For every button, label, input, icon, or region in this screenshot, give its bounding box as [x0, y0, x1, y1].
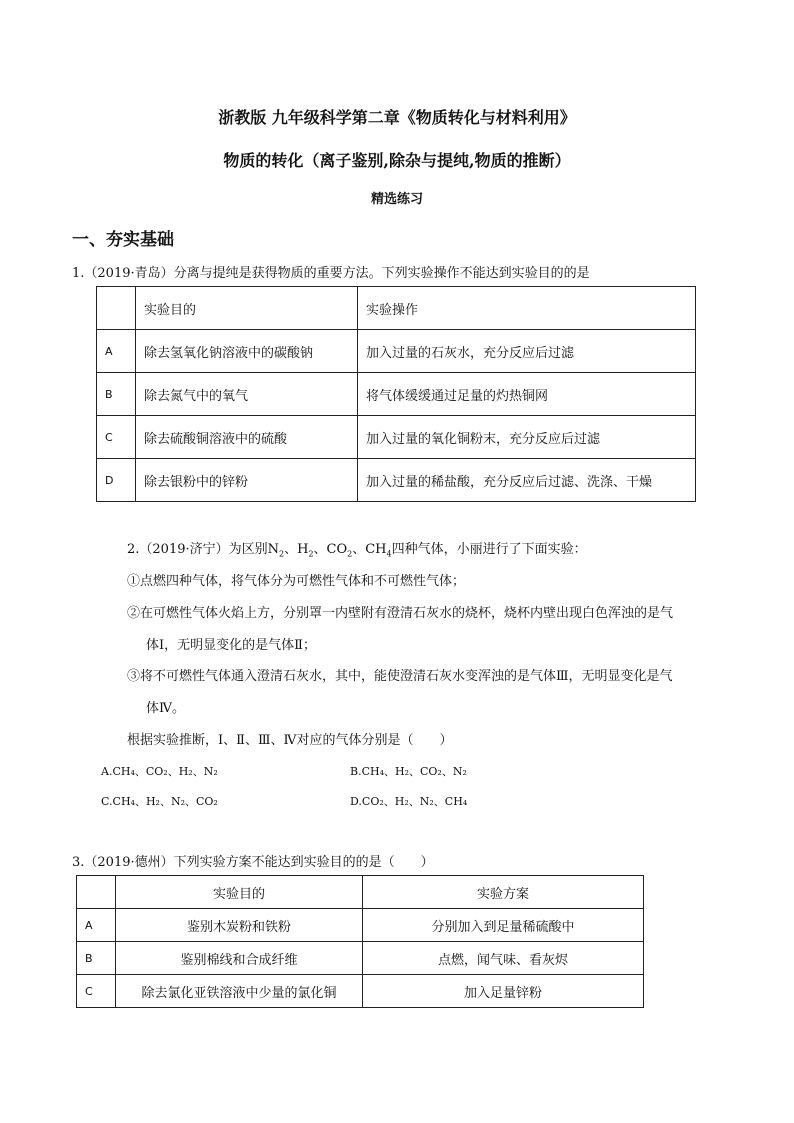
table-cell: 除去银粉中的锌粉	[136, 459, 358, 502]
table-cell: D	[97, 459, 136, 502]
table-cell: A	[97, 330, 136, 373]
question-2-ask: 根据实验推断，Ⅰ、Ⅱ、Ⅲ、Ⅳ对应的气体分别是（ ）	[127, 733, 453, 748]
section-heading: 一、夯实基础	[72, 230, 174, 250]
table-header-cell: 实验操作	[358, 287, 696, 330]
table-cell: 加入足量锌粉	[363, 975, 644, 1008]
table-cell: 将气体缓缓通过足量的灼热铜网	[358, 373, 696, 416]
table-cell: 除去硫酸铜溶液中的硫酸	[136, 416, 358, 459]
question-2-option-c: C.CH₄、H₂、N₂、CO₂	[101, 795, 218, 808]
question-2-step-3-cont: 体Ⅳ。	[146, 701, 185, 716]
table-header-cell: 实验方案	[363, 876, 644, 909]
table-cell: 分别加入到足量稀硫酸中	[363, 909, 644, 942]
table-cell: 鉴别棉线和合成纤维	[116, 942, 363, 975]
table-cell: 除去氢氧化钠溶液中的碳酸钠	[136, 330, 358, 373]
table-row	[97, 416, 696, 459]
table-cell: A	[77, 909, 116, 942]
table-cell: 除去氮气中的氧气	[136, 373, 358, 416]
table-cell: B	[97, 373, 136, 416]
table-header-cell	[77, 876, 116, 909]
table-header-cell: 实验目的	[116, 876, 363, 909]
table-header-row	[97, 287, 696, 330]
table-row	[97, 459, 696, 502]
table-row	[97, 373, 696, 416]
document-tag: 精选练习	[370, 192, 423, 207]
table-cell: 除去氯化亚铁溶液中少量的氯化铜	[116, 975, 363, 1008]
question-2-option-b: B.CH₄、H₂、CO₂、N₂	[350, 765, 467, 778]
question-2-step-2-cont: 体Ⅰ，无明显变化的是气体Ⅱ；	[146, 638, 316, 653]
question-2-option-a: A.CH₄、CO₂、H₂、N₂	[101, 765, 218, 778]
stem-suffix: 四种气体，小丽进行了下面实验：	[391, 542, 587, 557]
table-cell: 点燃，闻气味、看灰烬	[363, 942, 644, 975]
question-1-table	[96, 286, 696, 502]
question-3-table	[76, 875, 644, 1008]
question-2-step-1: ①点燃四种气体，将气体分为可燃性气体和不可燃性气体；	[127, 574, 466, 589]
document-title: 浙教版 九年级科学第二章《物质转化与材料利用》	[218, 108, 576, 127]
stem-prefix: 2.（2019·济宁）为区别N	[127, 542, 279, 557]
table-row	[77, 942, 644, 975]
question-2-step-3: ③将不可燃性气体通入澄清石灰水，其中，能使澄清石灰水变浑浊的是气体Ⅲ，无明显变化是气	[127, 669, 673, 684]
document-subtitle: 物质的转化（离子鉴别,除杂与提纯,物质的推断）	[223, 151, 571, 170]
table-cell: C	[97, 416, 136, 459]
table-row	[97, 330, 696, 373]
question-2-option-d: D.CO₂、H₂、N₂、CH₄	[350, 795, 468, 808]
question-2-stem: 2.（2019·济宁）为区别$N_2$、$H_2$、$CO_2$、$CH_4$四种气体，小丽进行了下面实验：	[127, 542, 587, 559]
table-header-cell	[97, 287, 136, 330]
table-cell: 加入过量的石灰水，充分反应后过滤	[358, 330, 696, 373]
table-header-row	[77, 876, 644, 909]
table-cell: 鉴别木炭粉和铁粉	[116, 909, 363, 942]
question-2-step-2: ②在可燃性气体火焰上方，分别罩一内壁附有澄清石灰水的烧杯，烧杯内壁出现白色浑浊的是气	[127, 606, 674, 621]
table-row	[77, 909, 644, 942]
table-header-cell: 实验目的	[136, 287, 358, 330]
table-cell: C	[77, 975, 116, 1008]
table-cell: 加入过量的稀盐酸，充分反应后过滤、洗涤、干燥	[358, 459, 696, 502]
table-row	[77, 975, 644, 1008]
question-1-stem: 1.（2019·青岛）分离与提纯是获得物质的重要方法。下列实验操作不能达到实验目的的是	[72, 266, 590, 281]
table-cell: B	[77, 942, 116, 975]
question-3-stem: 3.（2019·德州）下列实验方案不能达到实验目的的是（ ）	[72, 855, 434, 870]
table-cell: 加入过量的氧化铜粉末，充分反应后过滤	[358, 416, 696, 459]
